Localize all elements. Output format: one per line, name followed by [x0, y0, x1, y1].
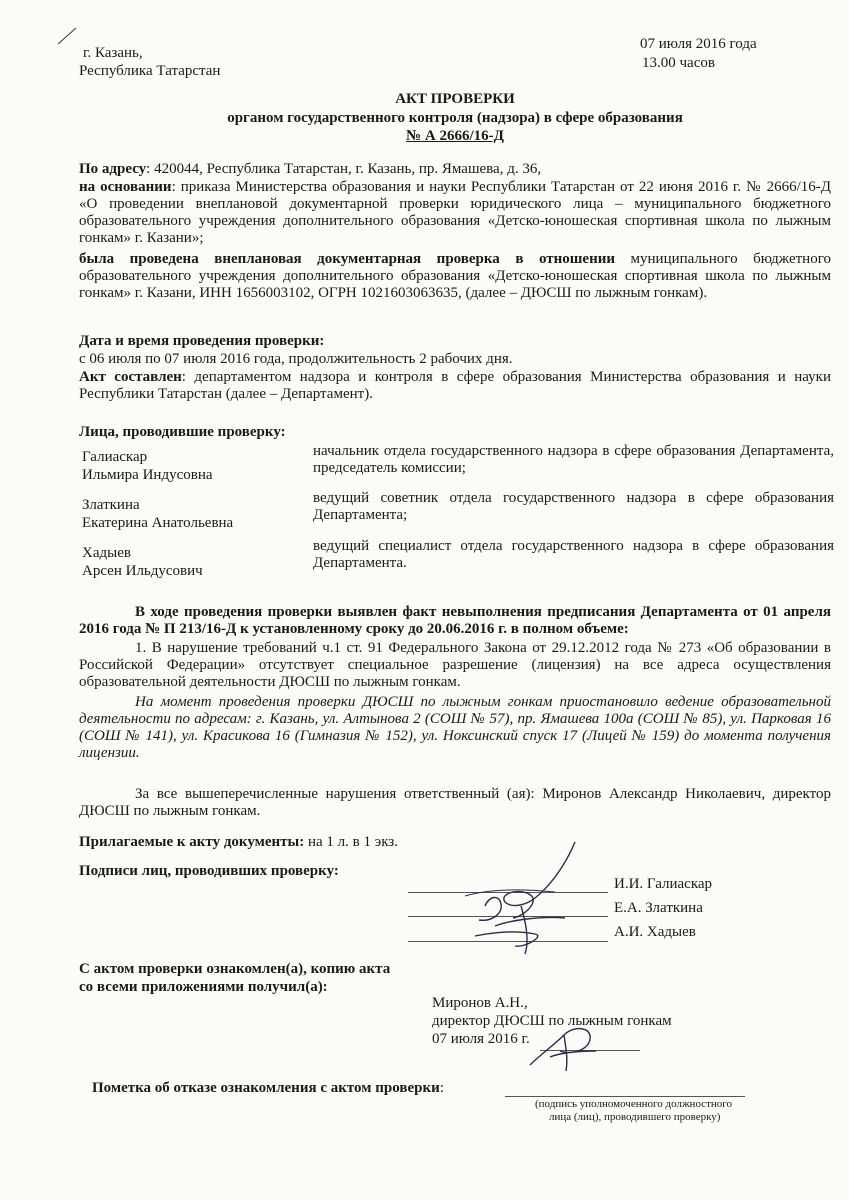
address-text: : 420044, Республика Татарстан, г. Казань, пр. Ямашева, д. 36, [146, 161, 542, 177]
refusal-signature-line [505, 1096, 745, 1097]
doc-number: № А 2666/16-Д [406, 128, 504, 144]
inspector-2-surname: Златкина [82, 497, 140, 513]
header-city: г. Казань, [83, 45, 143, 61]
handwritten-signature-icon [455, 836, 595, 966]
refusal-caption-1: (подпись уполномоченного должностного [535, 1098, 733, 1110]
attachments-text: на 1 л. в 1 экз. [304, 834, 398, 850]
doc-subtitle: органом государственного контроля (надзора) в сфере образования [227, 110, 683, 126]
conducted-text: муниципального бюджетного образовательного учреждения дополнительного образования «Детско-юношеская спортивная школа по лыжным гонкам» г. Казани, ИНН 1656003102, ОГРН 1021603063635, (далее – ДЮСШ по лыжным гонкам). [79, 251, 831, 301]
acquainted-name: Миронов А.Н., [432, 995, 528, 1011]
datetime-label: Дата и время проведения проверки: [79, 333, 325, 349]
basis-paragraph [79, 179, 831, 247]
inspector-3-name: Арсен Ильдусович [82, 563, 203, 579]
inspector-3-role: ведущий специалист отдела государственного надзора в сфере образования Департамента. [313, 538, 834, 571]
inspector-3-surname: Хадыев [82, 545, 131, 561]
inspectors-heading: Лица, проводившие проверку: [79, 424, 286, 440]
acquainted-position: директор ДЮСШ по лыжным гонкам [432, 1013, 672, 1029]
findings-point-1: 1. В нарушение требований ч.1 ст. 91 Федерального Закона от 29.12.2012 года № 273 «Об образовании в Российской Федерации» отсутствует специальное разрешение (лицензия) на все адреса осуществления образовательной деятельности ДЮСШ по лыжным гонкам. [79, 640, 831, 690]
acquainted-line-1: С актом проверки ознакомлен(а), копию акта [79, 961, 391, 977]
doc-title: АКТ ПРОВЕРКИ [395, 91, 515, 107]
compiled-text: : департаментом надзора и контроля в сфере образования Министерства образования и науки Республики Татарстан (далее – Департамент). [79, 369, 831, 402]
inspector-1-role: начальник отдела государственного надзора в сфере образования Департамента, председатель комиссии; [313, 443, 834, 476]
header-time: 13.00 часов [642, 55, 715, 71]
address-label: По адресу [79, 161, 147, 177]
inspector-2-name: Екатерина Анатольевна [82, 515, 234, 531]
signatures-heading: Подписи лиц, проводивших проверку: [79, 863, 339, 879]
acquainted-signature-icon [520, 1015, 610, 1075]
conducted-paragraph [79, 251, 831, 302]
datetime-text: с 06 июля по 07 июля 2016 года, продолжительность 2 рабочих дня. [79, 351, 513, 367]
corner-mark [56, 26, 80, 51]
inspector-1-surname: Галиаскар [82, 449, 148, 465]
attachments-label: Прилагаемые к акту документы: [79, 834, 305, 850]
refusal-label [92, 1080, 444, 1097]
compiled-label: Акт составлен [79, 369, 182, 385]
responsible-paragraph: За все вышеперечисленные нарушения ответственный (ая): Миронов Александр Николаевич, директор ДЮСШ по лыжным гонкам. [79, 786, 831, 819]
conducted-label: была проведена внеплановая документарная проверка в отношении [79, 251, 616, 267]
header-region: Республика Татарстан [79, 63, 221, 79]
basis-text: : приказа Министерства образования и науки Республики Татарстан от 22 июня 2016 г. № 2666/16-Д «О проведении внеплановой документарной проверки юридического лица – муниципального бюджетного образовательного учреждения дополнительного образования «Детско-юношеская спортивная школа по лыжным гонкам» г. Казани»; [79, 179, 831, 246]
basis-label: на основании [79, 179, 172, 195]
signatory-3: А.И. Хадыев [614, 924, 696, 940]
findings-intro: В ходе проведения проверки выявлен факт невыполнения предписания Департамента от 01 апреля 2016 года № П 213/16-Д к установленному сроку до 20.06.2016 г. в полном объеме: [79, 604, 831, 637]
doc-number-wrap [60, 128, 849, 145]
inspector-2-role: ведущий советник отдела государственного надзора в сфере образования Департамента; [313, 490, 834, 523]
signatory-2: Е.А. Златкина [614, 900, 703, 916]
address-paragraph [79, 161, 834, 178]
acquainted-date: 07 июля 2016 г. [432, 1031, 530, 1047]
inspector-1-name: Ильмира Индусовна [82, 467, 213, 483]
header-date: 07 июля 2016 года [640, 36, 757, 52]
attachments-paragraph [79, 834, 398, 851]
acquainted-line-2: со всеми приложениями получил(а): [79, 979, 328, 995]
refusal-colon: : [439, 1080, 444, 1096]
refusal-label-text: Пометка об отказе ознакомления с актом проверки [92, 1080, 440, 1096]
refusal-caption-2: лица (лиц), проводившего проверку) [549, 1111, 721, 1123]
pen-mark-icon [56, 26, 80, 46]
findings-note: На момент проведения проверки ДЮСШ по лыжным гонкам приостановило ведение образовательной деятельности по адресам: г. Казань, ул. Алтынова 2 (СОШ № 57), пр. Ямашева 100а (СОШ № 85), ул. Парковая 16 (СОШ № 141), ул. Красикова 16 (Гимназия № 152), ул. Ноксинский спуск 17 (Лицей № 159) до момента получения лицензии. [79, 694, 831, 761]
signatory-1: И.И. Галиаскар [614, 876, 713, 892]
compiled-paragraph [79, 369, 831, 403]
